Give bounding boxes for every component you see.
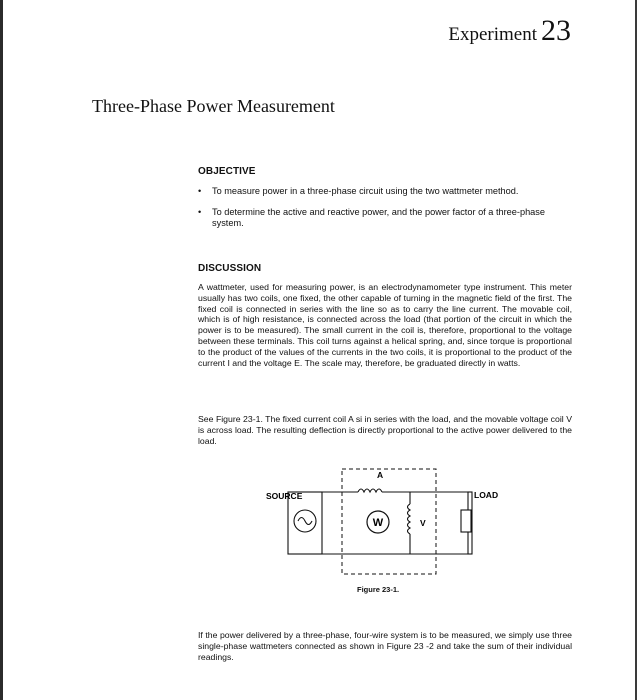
meter-label: W — [372, 517, 384, 529]
source-label: SOURCE — [266, 491, 303, 501]
experiment-label: Experiment — [448, 24, 537, 45]
objective-item: • To determine the active and reactive power, and the power factor of a three-phase system. — [198, 207, 578, 230]
current-coil-icon — [358, 489, 382, 492]
sine-wave-icon — [298, 518, 312, 525]
experiment-number: 23 — [541, 14, 571, 47]
wattmeter-circuit-diagram — [262, 464, 512, 604]
discussion-paragraph-2: See Figure 23-1. The fixed current coil A si in series with the load, and the movable voltage coil V is across load. The resulting deflection is directly proportional to the active power delivered to the load. — [198, 414, 572, 446]
discussion-paragraph-3: If the power delivered by a three-phase, four-wire system is to be measured, we simply use three single-phase wattmeters connected as shown in Figure 23 -2 and take the sum of their individual readings. — [198, 630, 572, 662]
voltage-coil-label: V — [420, 518, 426, 528]
current-coil-label: A — [377, 470, 384, 480]
page-title: Three-Phase Power Measurement — [92, 96, 335, 116]
objective-item: • To measure power in a three-phase circuit using the two wattmeter method. — [198, 186, 578, 198]
objective-list — [198, 186, 578, 239]
source-box — [288, 492, 322, 554]
page-left-edge — [0, 0, 3, 700]
discussion-heading: DISCUSSION — [198, 263, 262, 274]
load-resistor-icon — [461, 510, 471, 532]
experiment-header — [448, 14, 571, 48]
voltage-coil-icon — [408, 504, 411, 534]
objective-heading: OBJECTIVE — [198, 166, 256, 177]
discussion-paragraph-1: A wattmeter, used for measuring power, is an electrodynamometer type instrument. This meter usually has two coils, one fixed, the other capable of turning in the magnetic field of the first. The fixed coil is connected in series with the line so as to carry the line current. The movable coil, which is of high resistance, is connected across the load (that portion of the circuit in which the power is to be measured). The small current in the coil is, therefore, proportional to the voltage between these terminals. This coil turns against a helical spring, and, since torque is proportional to the product of the values of the currents in the two coils, it is proportional to the product of the current I and the voltage E. The scale may, therefore, be graduated directly in watts. — [198, 282, 572, 368]
figure-caption: Figure 23-1. — [357, 585, 400, 594]
load-label: LOAD — [474, 490, 499, 500]
